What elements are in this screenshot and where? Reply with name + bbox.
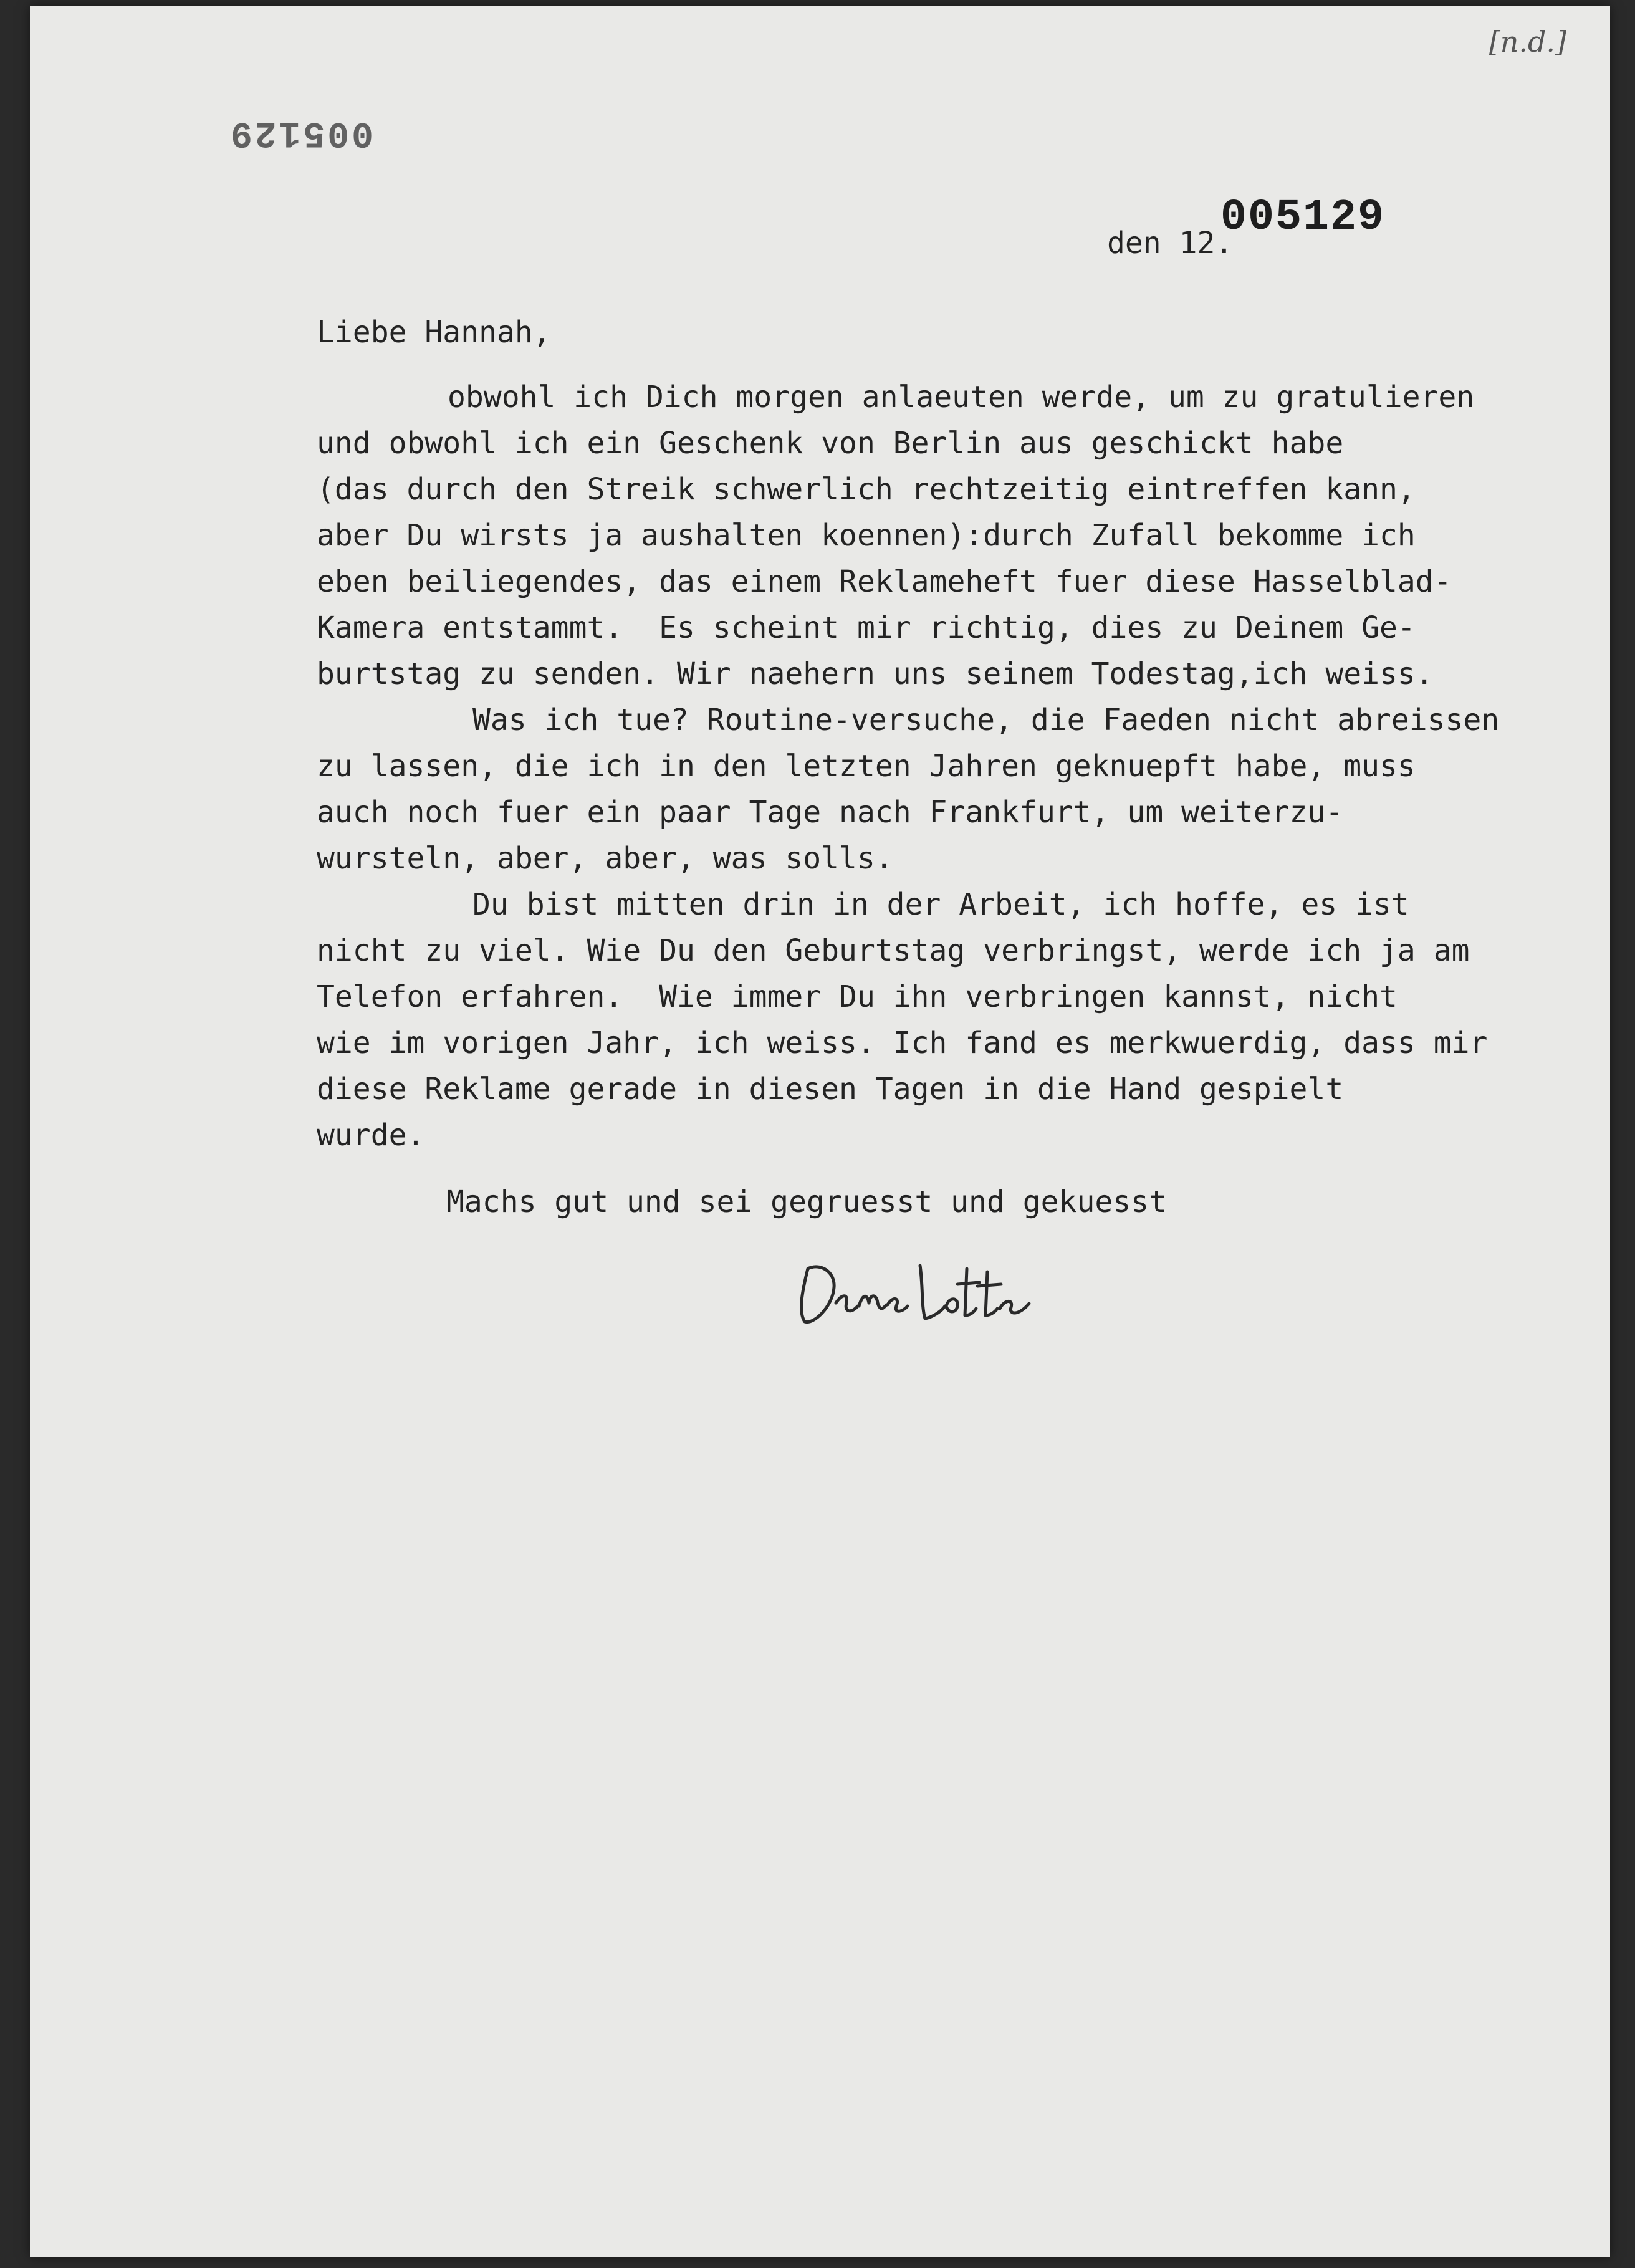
body-line: zu lassen, die ich in den letzten Jahren geknuepft habe, muss	[317, 749, 1416, 784]
letter-page	[30, 6, 1610, 2257]
body-line: diese Reklame gerade in diesen Tagen in die Hand gespielt	[317, 1072, 1344, 1107]
body-line: wursteln, aber, aber, was solls.	[317, 841, 893, 876]
body-line: Telefon erfahren. Wie immer Du ihn verbringen kannst, nicht	[317, 979, 1398, 1014]
body-line: Kamera entstammt. Es scheint mir richtig, dies zu Deinem Ge-	[317, 610, 1416, 645]
salutation: Liebe Hannah,	[317, 315, 551, 350]
body-line: wurde.	[317, 1118, 425, 1153]
body-line: auch noch fuer ein paar Tage nach Frankfurt, um weiterzu-	[317, 795, 1344, 830]
body-line: burtstag zu senden. Wir naehern uns seinem Todestag,ich weiss.	[317, 656, 1434, 691]
archive-number-inverted: 005129	[228, 112, 373, 153]
body-line: Du bist mitten drin in der Arbeit, ich hoffe, es ist	[472, 887, 1409, 922]
body-line: Was ich tue? Routine-versuche, die Faeden nicht abreissen	[472, 703, 1500, 738]
body-line: und obwohl ich ein Geschenk von Berlin aus geschickt habe	[317, 426, 1344, 461]
body-line: aber Du wirsts ja aushalten koennen):durch Zufall bekomme ich	[317, 518, 1416, 553]
body-line: obwohl ich Dich morgen anlaeuten werde, um zu gratulieren	[448, 380, 1475, 415]
letter-body	[317, 374, 1610, 1158]
body-line: (das durch den Streik schwerlich rechtzeitig eintreffen kann,	[317, 472, 1416, 507]
body-line: nicht zu viel. Wie Du den Geburtstag verbringst, werde ich ja am	[317, 933, 1470, 968]
body-line: eben beiliegendes, das einem Reklameheft fuer diese Hasselblad-	[317, 564, 1452, 599]
signature-scribble	[789, 1244, 1051, 1337]
date-line: den 12.	[1107, 226, 1234, 261]
archive-stamp-number: 005129	[1220, 193, 1386, 243]
archive-note: [n.d.]	[1489, 25, 1566, 59]
body-line: wie im vorigen Jahr, ich weiss. Ich fand es merkwuerdig, dass mir	[317, 1026, 1488, 1060]
handwritten-signature	[789, 1244, 1051, 1340]
closing-line: Machs gut und sei gegruesst und gekuesst	[446, 1184, 1167, 1219]
